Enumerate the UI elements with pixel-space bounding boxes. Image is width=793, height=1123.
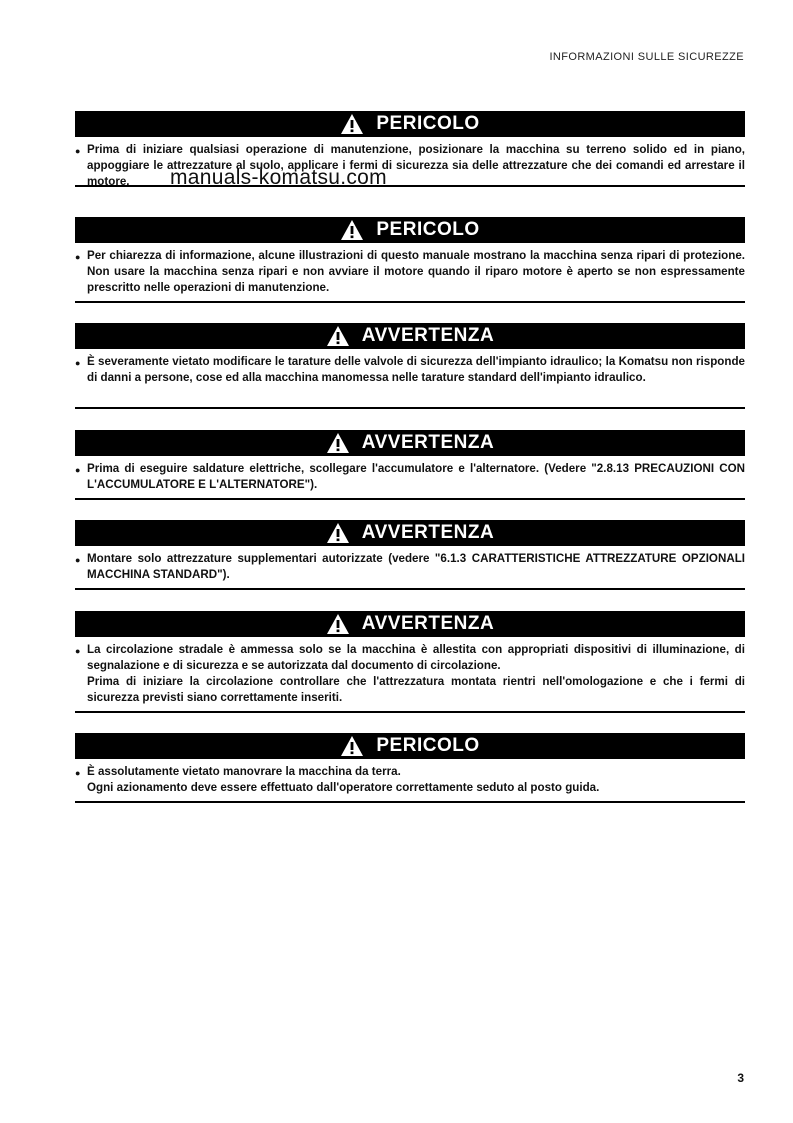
warning-triangle-icon: [326, 522, 350, 544]
notice-banner: [75, 430, 745, 456]
notice-banner: [75, 111, 745, 137]
notice-text-continued: Prima di iniziare la circolazione controllare che l'attrezzatura montata rientri nell'omologazione e che i fermi di sicurezza previsti siano correttamente inseriti.: [87, 675, 745, 704]
notice-text-continued: Ogni azionamento deve essere effettuato dall'operatore correttamente seduto al posto guida.: [87, 781, 600, 794]
notice-text: La circolazione stradale è ammessa solo se la macchina è allestita con appropriati dispositivi di illuminazione, di segnalazione e di sicurezza e se autorizzata dal documento di circolazione.: [87, 643, 745, 672]
bullet-icon: ●: [75, 465, 81, 475]
page-number: 3: [737, 1071, 744, 1085]
warning-triangle-icon: [340, 113, 364, 135]
notice-text: È assolutamente vietato manovrare la macchina da terra.: [87, 765, 401, 778]
running-header: INFORMAZIONI SULLE SICUREZZE: [549, 51, 744, 63]
safety-notice-5: [75, 520, 745, 590]
notice-label: AVVERTENZA: [361, 432, 495, 453]
warning-triangle-icon: [326, 432, 350, 454]
notice-label: AVVERTENZA: [361, 522, 495, 543]
warning-triangle-icon: [340, 219, 364, 241]
bullet-icon: ●: [75, 358, 81, 368]
safety-notice-3: [75, 323, 745, 409]
notice-banner: [75, 323, 745, 349]
bullet-icon: ●: [75, 252, 81, 262]
warning-triangle-icon: [340, 735, 364, 757]
bullet-icon: ●: [75, 555, 81, 565]
notice-text: Prima di iniziare qualsiasi operazione di manutenzione, posizionare la macchina su terreno solido ed in piano, appoggiare le attrezzature al suolo, applicare i fermi di sicurezza sia delle attrezzature che dei comandi ed arrestare il motore.: [87, 143, 745, 188]
notice-label: PERICOLO: [376, 735, 480, 756]
notice-text: Prima di eseguire saldature elettriche, scollegare l'accumulatore e l'alternatore. (Vedere "2.8.13 PRECAUZIONI CON L'ACCUMULATORE E L'ALTERNATORE").: [87, 462, 745, 491]
safety-notice-4: [75, 430, 745, 500]
notice-label: AVVERTENZA: [361, 325, 495, 346]
notice-label: AVVERTENZA: [361, 613, 495, 634]
bullet-icon: ●: [75, 768, 81, 778]
notice-label: PERICOLO: [376, 113, 480, 134]
safety-notice-7: [75, 733, 745, 803]
safety-notice-2: [75, 217, 745, 303]
notice-text: È severamente vietato modificare le tarature delle valvole di sicurezza dell'impianto idraulico; la Komatsu non risponde di danni a persone, cose ed alla macchina manomessa nelle tarature standard dell'impianto idraulico.: [87, 355, 745, 384]
notice-banner: [75, 217, 745, 243]
notice-text: Montare solo attrezzature supplementari autorizzate (vedere "6.1.3 CARATTERISTICHE ATTREZZATURE OPZIONALI MACCHINA STANDARD").: [87, 552, 745, 581]
notice-banner: [75, 611, 745, 637]
bullet-icon: ●: [75, 146, 81, 156]
warning-triangle-icon: [326, 325, 350, 347]
notice-banner: [75, 520, 745, 546]
notice-label: PERICOLO: [376, 219, 480, 240]
notice-banner: [75, 733, 745, 759]
safety-notice-6: [75, 611, 745, 713]
warning-triangle-icon: [326, 613, 350, 635]
bullet-icon: ●: [75, 646, 81, 656]
watermark-text: manuals-komatsu.com: [170, 166, 387, 189]
notice-text: Per chiarezza di informazione, alcune illustrazioni di questo manuale mostrano la macchina senza ripari di protezione. Non usare la macchina senza ripari e non avviare il motore quando il riparo motore è aperto se non espressamente prescritto nelle operazioni di manutenzione.: [87, 249, 745, 294]
